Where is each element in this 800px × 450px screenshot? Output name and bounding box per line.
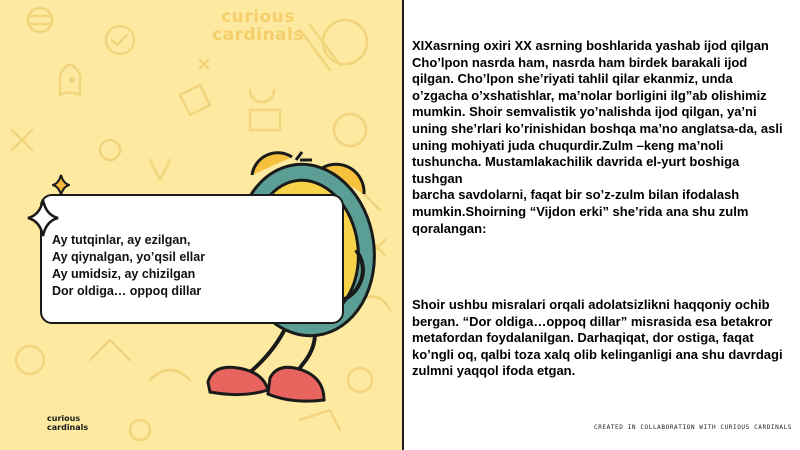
poem-line: Ay qiynalgan, yo’qsil ellar — [52, 250, 206, 264]
brand-logo-top: curious cardinals — [212, 7, 304, 45]
poem-line: Dor oldiga… oppoq dillar — [52, 284, 202, 298]
poem-line: Ay umidsiz, ay chizilgan — [52, 267, 196, 281]
essay-paragraph-1: XIXasrning oxiri XX asrning boshlarida yashab ijod qilgan Cho’lpon nasrda ham, nasrda ham birdek barakali ijod qilgan. Cho’lpon she’riyati tahlil qilar ekanmiz, unda o’zgacha o’xshatishlar, ma’nolar borligini ilg”ab olishimiz mumkin. Shoir semvalistik yo’nalishda ijod qilgan, ya’ni uning she’rlari ko’rinishidan boshqa ma’no anglatsa-da, asli uning mohiyati juda chuqurdir.Zulm –keng ma’noli tushuncha. Mustamlakachilik davrida el-yurt boshiga tushgan barcha savdolarni, faqat bir so’z-zulm bilan ifodalash mumkin.Shoirning “Vijdon erki” she’rida ana shu zulm qoralangan: — [412, 38, 783, 236]
small-sparkle-icon — [52, 174, 70, 196]
panel-divider — [402, 0, 404, 450]
poem-line: Ay tutqinlar, ay ezilgan, — [52, 233, 191, 247]
essay-paragraph-2: Shoir ushbu misralari orqali adolatsizlikni haqqoniy ochib bergan. “Dor oldiga…oppoq dillar” misrasida esa betakror metafordan foydalanilgan. Darhaqiqat, dor ostiga, faqat ko’ngli oq, qalbi toza xalq olib kelinganligi ana shu davrdagi zulmni yaqqol ifoda etgan. — [412, 297, 783, 379]
brand-logo-bottom: curious cardinals — [47, 414, 89, 432]
poem-excerpt — [52, 232, 272, 300]
collaboration-credit: CREATED IN COLLABORATION WITH CURIOUS CARDINALS — [594, 424, 792, 431]
